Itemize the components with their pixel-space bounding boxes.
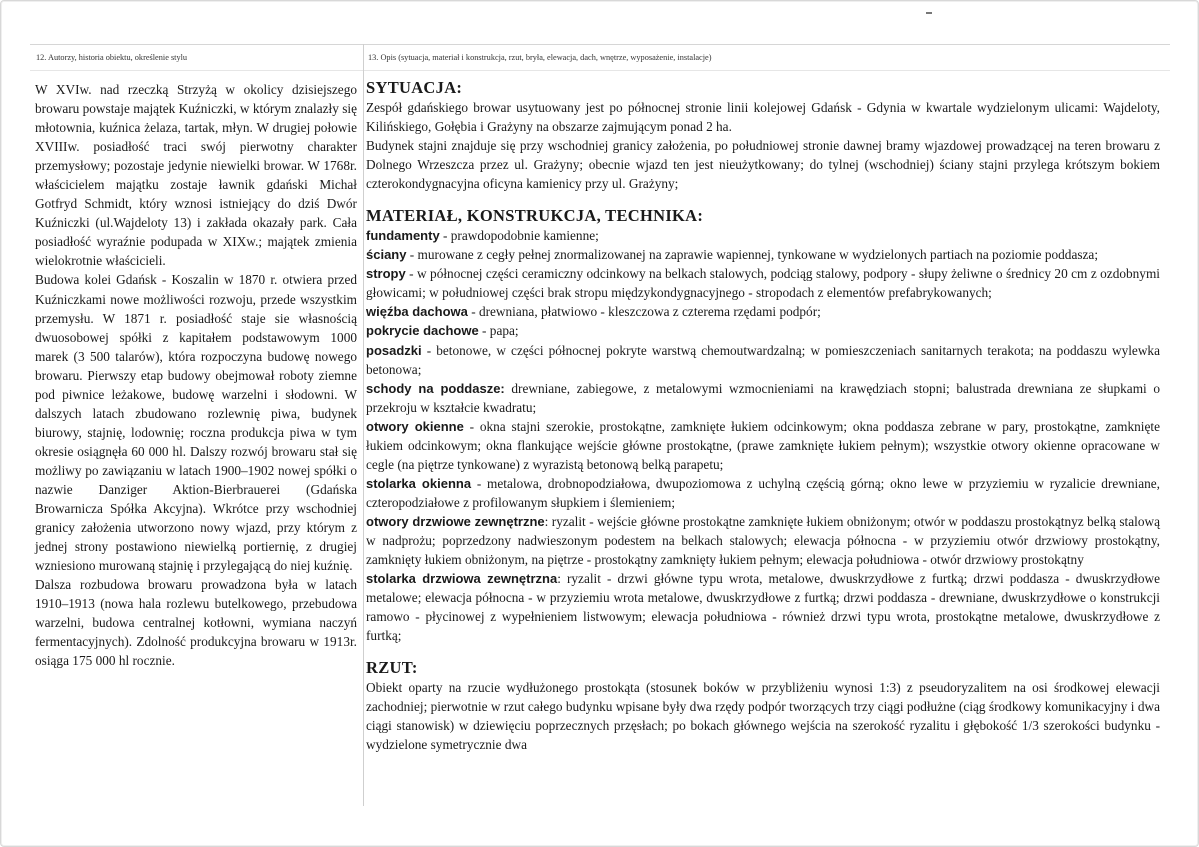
material-label: posadzki	[366, 342, 422, 358]
material-label: stropy	[366, 266, 406, 282]
material-label: ściany	[366, 247, 407, 263]
material-label: stolarka drzwiowa zewnętrzna	[366, 571, 558, 587]
section-title-material: MATERIAŁ, KONSTRUKCJA, TECHNIKA:	[366, 206, 704, 226]
material-label: stolarka okienna	[366, 475, 472, 491]
material-text: - prawdopodobnie kamienne;	[439, 228, 599, 244]
material-text: drewniane, zabiegowe, z metalowymi wzmocnieniami na krawędziach stopni; balustrada drewniana ze słupkami o przekroju w kształcie kwadratu;	[366, 380, 1160, 415]
material-label: fundamenty	[366, 228, 440, 244]
material-item	[366, 245, 1160, 264]
material-label: więźba dachowa	[366, 304, 468, 320]
sytuacja-paragraph: Zespół gdańskiego browar usytuowany jest po północnej stronie linii kolejowej Gdańsk - Gdynia w kwartale wydzielonym ulicami: Wajdeloty, Kilińskiego, Gołębia i Grażyny na obszarze zajmującym ponad 2 ha.	[366, 100, 1160, 135]
material-label: otwory drzwiowe zewnętrzne	[366, 513, 545, 529]
top-rule	[30, 44, 1170, 45]
section-title-rzut: RZUT:	[366, 658, 418, 678]
material-item	[366, 264, 1160, 302]
material-item	[366, 226, 1160, 245]
material-label: schody na poddasze:	[366, 380, 505, 396]
rzut-paragraph: Obiekt oparty na rzucie wydłużonego prostokąta (stosunek boków w przybliżeniu wynosi 1:3) z pseudoryzalitem na osi środkowej elewacji zachodniej; pierwotnie w rzut całego budynku wpisane były dwa rzędy podpór tworzących trzy ciągi podłużne (ciąg środkowy komunikacyjny i dwa ciągi stanowisk) w dziewięciu poprzecznych przęsłach; po bokach głównego wejścia na szerokość ryzalitu i głębokość 1/3 szerokości budynku - wydzielone symetrycznie dwa	[366, 680, 1160, 753]
history-paragraph: Budowa kolei Gdańsk - Koszalin w 1870 r. otwiera przed Kuźniczkami nowe możliwości rozwoju, przede wszystkim przemysłu. W 1871 r. posiadłość staje sie własnością dwuosobowej spółki z kapitałem podstawowym 1000 marek (3 500 talarów), która rozpoczyna budowę nowego browaru. Pierwszy etap budowy obejmował roboty ziemne pod piwnice leżakowe, budowę warzelni i słodowni. W dalszych latach zbudowano rozlewnię piwa, budynek biurowy, stajnię, lodownię; roczna produkcja piwa w tym okresie osiągnęła 60 000 hl. Dalszy rozwój browaru stał się możliwy po zawiązaniu w latach 1900–1902 nowej spółki o nazwie Danziger Aktion-Bierbrauerei (Gdańska Browarnicza Spółka Akcyjna). Wkrótce przy wschodniej granicy założenia utworzono nowy wjazd, przy którym z jednej strony postawiono niewielką portiernię, z drugiej wzniesiono murowaną stajnię i przylegającą do niej kuźnię.	[35, 272, 357, 574]
history-paragraph: W XVIw. nad rzeczką Strzyżą w okolicy dzisiejszego browaru powstaje majątek Kuźniczki, w którym znalazły się młotownia, kuźnica żelaza, tartak, młyn. W drugiej połowie XVIIIw. posiadłość traci swój pierwotny charakter przemysłowy; pozostaje jedynie niewielki browar. W 1768r. właścicielem majątku zostaje ławnik gdański Michał Gotfryd Schmidt, który wznosi istniejący do dziś Dwór Kuźniczki (ul.Wajdeloty 13) i zakłada okazały park. Cała posiadłość wyraźnie podupada w XIXw.; majątek zmienia wielokrotnie właścicieli.	[35, 82, 357, 269]
right-column-header: 13. Opis (sytuacja, materiał i konstrukcja, rzut, bryła, elewacja, dach, wnętrze, wyposażenie, instalacje)	[368, 53, 712, 62]
material-text: - betonowe, w części północnej pokryte warstwą chemoutwardzalną; w pomieszczeniach sanitarnych terakota; na poddaszu wylewka betonowa;	[366, 342, 1160, 377]
material-text: - drewniana, płatwiowo - kleszczowa z czterema rzędami podpór;	[467, 304, 821, 320]
material-item	[366, 341, 1160, 379]
material-item	[366, 417, 1160, 474]
history-paragraph: Dalsza rozbudowa browaru prowadzona była w latach 1910–1913 (nowa hala rozlewu butelkowego, przebudowa warzelni, budowa centralnej kotłowni, wymiana naczyń fermentacyjnych). Zdolność produkcyjna browaru w 1913r. osiąga 175 000 hl rocznie.	[35, 577, 357, 669]
material-item	[366, 474, 1160, 512]
material-text: - metalowa, drobnopodziałowa, dwupoziomowa z uchylną częścią górną; okno lewe w przyziemiu w ryzalicie drewniane, czteropodziałowe z profilowanym słupkiem i ślemieniem;	[366, 475, 1160, 510]
material-item	[366, 379, 1160, 417]
material-item	[366, 302, 1160, 321]
column-divider	[363, 44, 364, 806]
material-text: - w północnej części ceramiczny odcinkowy na belkach stalowych, podciąg stalowy, podpory - słupy żeliwne o średnicy 20 cm z ozdobnymi głowicami; w południowej części brak stropu międzykondygnacyjnego - stropodach z elementów prefabrykowanych;	[366, 266, 1160, 301]
material-item	[366, 512, 1160, 569]
material-text: : ryzalit - wejście główne prostokątne zamknięte łukiem obniżonym; otwór w poddaszu prostokątnyz belką stalową w nadprożu; poprzedzony nadwieszonym podestem na belkach stalowych; elewacja północna - w przyziemiu otwór drzwiowy prostokątny, zamknięty łukiem obniżonym, na piętrze - prostokątny zamknięty łukiem pełnym; elewacja południowa - otwór drzwiowy prostokątny	[366, 513, 1160, 568]
section-title-sytuacja: SYTUACJA:	[366, 78, 463, 97]
material-text: - okna stajni szerokie, prostokątne, zamknięte łukiem odcinkowym; okna poddasza zebrane w pary, prostokątne, zamknięte łukiem odcinkowym; okna flankujące wejście główne prostokątne, (prawe zamknięte łukiem pełnym); wszystkie otwory okienne opracowane w cegle (na piętrze tynkowane) z wyrazistą betonową belką parapetu;	[366, 418, 1160, 472]
material-text: : ryzalit - drzwi główne typu wrota, metalowe, dwuskrzydłowe z furtką; drzwi poddasza - dwuskrzydłowe metalowe; elewacja północna - w przyziemiu wrota metalowe, dwuskrzydłowe z furtką; drzwi poddasza - drewniane, dwuskrzydłowe o konstrukcji ramowo - płycinowej z wypełnieniem listwowym; elewacja południowa - również drzwi typu wrota, prostokątne metalowe, dwuskrzydłowe z furtką;	[366, 571, 1160, 644]
material-label: pokrycie dachowe	[366, 323, 479, 339]
material-text: - papa;	[478, 323, 519, 339]
material-text: - murowane z cegły pełnej znormalizowanej na zaprawie wapiennej, tynkowane w wydzielonych partiach na poziomie poddasza;	[406, 247, 1099, 263]
header-rule	[30, 70, 1170, 71]
material-item	[366, 321, 1160, 340]
sytuacja-paragraph: Budynek stajni znajduje się przy wschodniej granicy założenia, po południowej stronie dawnej bramy wjazdowej prowadzącej na teren browaru z Dolnego Wrzeszcza przez ul. Grażyny; obecnie wjazd ten jest nieużytkowany; do tylnej (wschodniej) ściany stajni przylega krótszym bokiem czterokondygnacyjna oficyna kamienicy przy ul. Grażyny;	[366, 138, 1160, 192]
scan-mark	[926, 12, 932, 14]
history-column	[35, 80, 357, 670]
description-column	[366, 78, 1160, 754]
left-column-header: 12. Autorzy, historia obiektu, określenie stylu	[36, 53, 188, 62]
material-label: otwory okienne	[366, 418, 464, 434]
material-item	[366, 569, 1160, 645]
